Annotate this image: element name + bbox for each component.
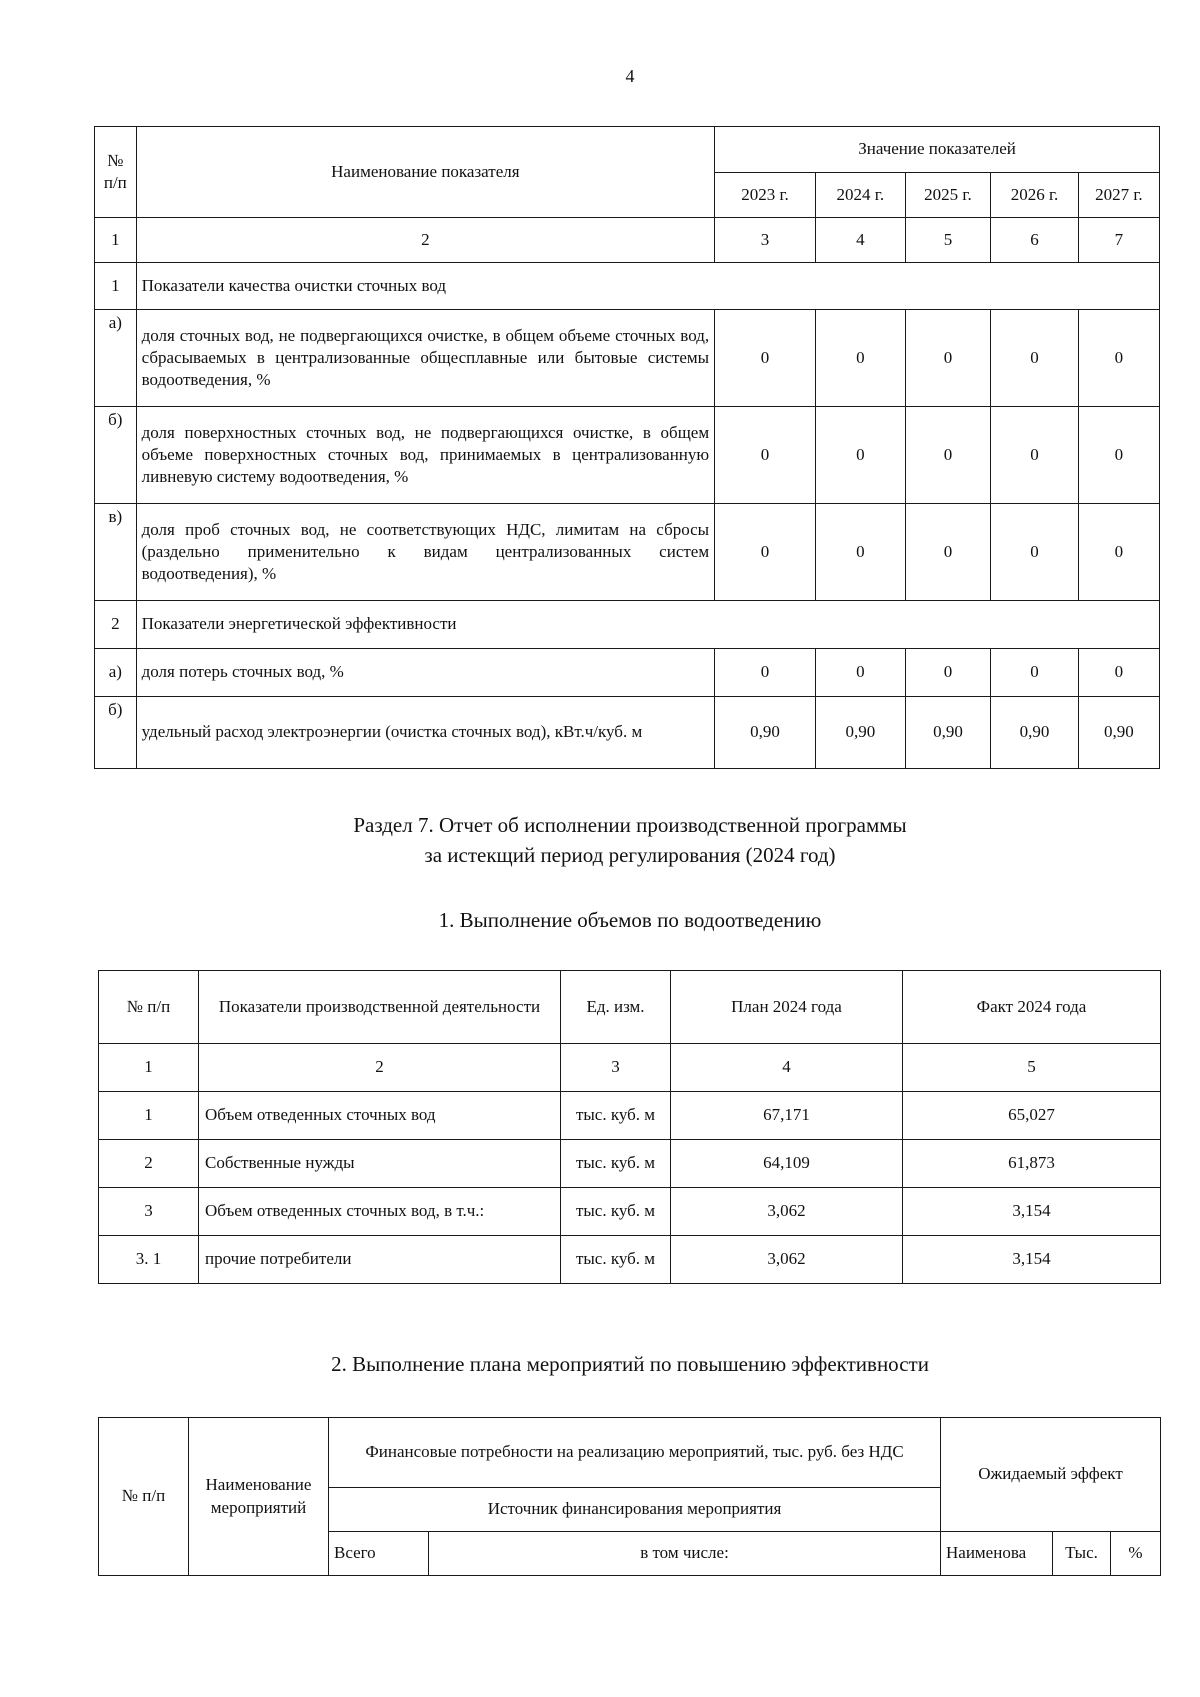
measures-header-effect-thousand: Тыс.	[1053, 1532, 1111, 1576]
header-year: 2023 г.	[715, 173, 816, 218]
row-name: доля поверхностных сточных вод, не подвергающихся очистке, в общем объеме поверхностных сточных вод, принимаемых в централизованную ливневую систему водоотведения, %	[136, 407, 714, 504]
header-name: Наименование показателя	[136, 127, 714, 218]
section-num: 1	[95, 263, 137, 310]
measures-table	[98, 1417, 1161, 1576]
row-name: доля сточных вод, не подвергающихся очистке, в общем объеме сточных вод, сбрасываемых в централизованные общесплавные или бытовые системы водоотведения, %	[136, 310, 714, 407]
column-number: 2	[199, 1044, 561, 1092]
column-number: 1	[95, 218, 137, 263]
row-num: б)	[95, 697, 137, 769]
row-value: 0	[905, 504, 990, 601]
column-number: 2	[136, 218, 714, 263]
volumes-row-fact: 61,873	[903, 1140, 1161, 1188]
volumes-row-num: 3. 1	[99, 1236, 199, 1284]
section-title: Показатели качества очистки сточных вод	[136, 263, 1159, 310]
volumes-row-unit: тыс. куб. м	[561, 1140, 671, 1188]
section7-title-line1: Раздел 7. Отчет об исполнении производственной программы	[353, 813, 907, 837]
row-value: 0	[1078, 310, 1159, 407]
row-num: б)	[95, 407, 137, 504]
row-value: 0,90	[991, 697, 1079, 769]
row-value: 0	[1078, 504, 1159, 601]
volumes-row-fact: 3,154	[903, 1236, 1161, 1284]
row-value: 0	[815, 310, 905, 407]
volumes-row-name: Объем отведенных сточных вод, в т.ч.:	[199, 1188, 561, 1236]
measures-header-financial-needs: Финансовые потребности на реализацию мероприятий, тыс. руб. без НДС	[329, 1418, 941, 1488]
volumes-subtitle: 1. Выполнение объемов по водоотведению	[438, 908, 822, 932]
row-value: 0	[905, 407, 990, 504]
column-number: 3	[715, 218, 816, 263]
row-value: 0,90	[715, 697, 816, 769]
volumes-row-plan: 3,062	[671, 1236, 903, 1284]
volumes-row-plan: 67,171	[671, 1092, 903, 1140]
volumes-row-fact: 65,027	[903, 1092, 1161, 1140]
volumes-row-plan: 64,109	[671, 1140, 903, 1188]
row-num: а)	[95, 310, 137, 407]
section7-title-line2: за истекщий период регулирования (2024 год)	[424, 843, 836, 867]
volumes-row-unit: тыс. куб. м	[561, 1092, 671, 1140]
row-num: а)	[95, 649, 137, 697]
volumes-table	[98, 970, 1161, 1284]
row-value: 0	[815, 649, 905, 697]
row-value: 0	[815, 407, 905, 504]
row-name: доля проб сточных вод, не соответствующих НДС, лимитам на сбросы (раздельно применительно к видам централизованных систем водоотведения), %	[136, 504, 714, 601]
header-year: 2024 г.	[815, 173, 905, 218]
measures-header-including: в том числе:	[429, 1532, 941, 1576]
row-value: 0,90	[1078, 697, 1159, 769]
measures-header-num: № п/п	[99, 1418, 189, 1576]
row-value: 0	[1078, 649, 1159, 697]
row-value: 0	[815, 504, 905, 601]
column-number: 5	[903, 1044, 1161, 1092]
volumes-row-name: прочие потребители	[199, 1236, 561, 1284]
row-value: 0	[991, 504, 1079, 601]
row-value: 0	[715, 649, 816, 697]
volumes-row-num: 1	[99, 1092, 199, 1140]
volumes-row-unit: тыс. куб. м	[561, 1188, 671, 1236]
measures-header-effect-percent: %	[1111, 1532, 1161, 1576]
row-value: 0	[715, 310, 816, 407]
volumes-header: Показатели производственной деятельности	[199, 971, 561, 1044]
row-name: доля потерь сточных вод, %	[136, 649, 714, 697]
volumes-header: № п/п	[99, 971, 199, 1044]
indicators-table	[94, 126, 1160, 769]
column-number: 4	[815, 218, 905, 263]
measures-subtitle: 2. Выполнение плана мероприятий по повышению эффективности	[331, 1352, 929, 1376]
row-name: удельный расход электроэнергии (очистка сточных вод), кВт.ч/куб. м	[136, 697, 714, 769]
volumes-header: Факт 2024 года	[903, 971, 1161, 1044]
measures-header-name: Наименование мероприятий	[189, 1418, 329, 1576]
header-year: 2026 г.	[991, 173, 1079, 218]
header-values-group: Значение показателей	[715, 127, 1160, 173]
header-year: 2025 г.	[905, 173, 990, 218]
row-value: 0	[715, 504, 816, 601]
volumes-row-name: Объем отведенных сточных вод	[199, 1092, 561, 1140]
row-num: в)	[95, 504, 137, 601]
row-value: 0	[715, 407, 816, 504]
measures-header-source: Источник финансирования мероприятия	[329, 1488, 941, 1532]
row-value: 0	[991, 649, 1079, 697]
row-value: 0	[991, 407, 1079, 504]
column-number: 6	[991, 218, 1079, 263]
row-value: 0,90	[815, 697, 905, 769]
page-number: 4	[625, 66, 635, 86]
row-value: 0	[905, 310, 990, 407]
section-num: 2	[95, 601, 137, 649]
row-value: 0	[991, 310, 1079, 407]
volumes-row-name: Собственные нужды	[199, 1140, 561, 1188]
volumes-row-num: 3	[99, 1188, 199, 1236]
row-value: 0	[905, 649, 990, 697]
row-value: 0,90	[905, 697, 990, 769]
row-value: 0	[1078, 407, 1159, 504]
column-number: 4	[671, 1044, 903, 1092]
volumes-row-fact: 3,154	[903, 1188, 1161, 1236]
header-num: № п/п	[95, 127, 137, 218]
volumes-row-plan: 3,062	[671, 1188, 903, 1236]
header-year: 2027 г.	[1078, 173, 1159, 218]
column-number: 1	[99, 1044, 199, 1092]
volumes-header: План 2024 года	[671, 971, 903, 1044]
volumes-row-num: 2	[99, 1140, 199, 1188]
volumes-header: Ед. изм.	[561, 971, 671, 1044]
volumes-row-unit: тыс. куб. м	[561, 1236, 671, 1284]
column-number: 3	[561, 1044, 671, 1092]
column-number: 7	[1078, 218, 1159, 263]
measures-header-expected-effect: Ожидаемый эффект	[941, 1418, 1161, 1532]
column-number: 5	[905, 218, 990, 263]
section-title: Показатели энергетической эффективности	[136, 601, 1159, 649]
measures-header-total: Всего	[329, 1532, 429, 1576]
measures-header-effect-name: Наименова	[941, 1532, 1053, 1576]
section7-title	[0, 810, 1200, 870]
